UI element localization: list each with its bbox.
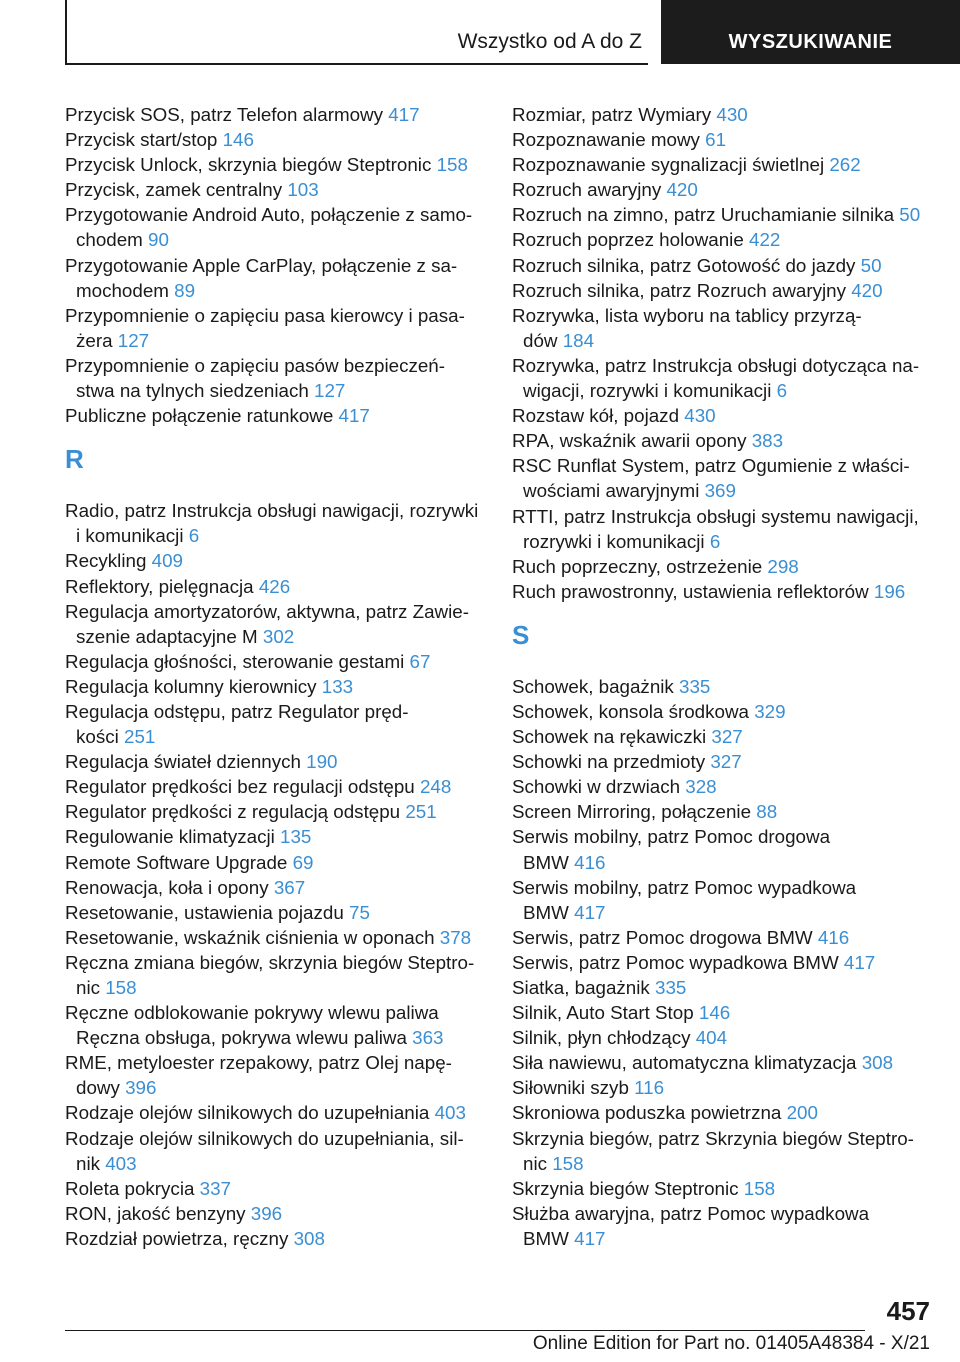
index-entry: [65, 900, 485, 925]
index-entry: [65, 950, 485, 1000]
index-entry-text: Schowek, konsola środkowa: [512, 700, 749, 722]
index-entry-text: Schowki na przedmioty: [512, 751, 706, 773]
index-entry-text: Regulacja odstępu, patrz Regulator pręd-: [65, 700, 409, 722]
index-entry: [512, 554, 932, 579]
index-entry-text: Rozruch silnika, patrz Gotowość do jazdy: [512, 254, 856, 276]
index-entry-text: Regulator prędkości z regulacją odstępu: [65, 801, 401, 823]
index-entry-text: Służba awaryjna, patrz Pomoc wypadkowa: [512, 1202, 870, 1224]
index-page-link[interactable]: 200: [786, 1102, 818, 1124]
index-entry-text: Serwis mobilny, patrz Pomoc drogowa: [512, 826, 831, 848]
index-entry-text: dów: [523, 329, 558, 351]
index-entry-text: szenie adaptacyjne M: [76, 625, 258, 647]
index-entry: [512, 975, 932, 1000]
index-entry-text: mochodem: [76, 279, 169, 301]
index-page-link[interactable]: 50: [899, 204, 921, 226]
index-entry: [512, 177, 932, 202]
index-page-link[interactable]: 430: [684, 405, 716, 427]
index-page-link[interactable]: 335: [679, 675, 711, 697]
index-entry-text: Rozruch poprzez holowanie: [512, 229, 744, 251]
index-entry: [65, 1100, 485, 1125]
index-entry: [512, 127, 932, 152]
index-page-link[interactable]: 337: [199, 1177, 232, 1199]
index-page-link[interactable]: 327: [710, 751, 742, 773]
index-entry: [512, 202, 932, 227]
index-entry: [65, 875, 485, 900]
index-entry: [65, 699, 485, 749]
index-entry-text: Rodzaje olejów silnikowych do uzupełniania, sil-: [65, 1127, 464, 1149]
index-page-link[interactable]: 335: [655, 977, 687, 998]
index-entry-text: Serwis mobilny, patrz Pomoc wypadkowa: [512, 876, 857, 898]
index-entry: [512, 799, 932, 824]
index-page-link[interactable]: 158: [552, 1152, 584, 1174]
index-entry-text: Schowki w drzwiach: [512, 776, 681, 798]
index-entry: [512, 824, 932, 874]
index-entry: [65, 649, 485, 674]
index-entry: [65, 925, 485, 950]
index-page-link[interactable]: 422: [749, 229, 781, 251]
index-entry: [65, 498, 485, 548]
index-entry: [65, 824, 485, 849]
index-entry-text: Przygotowanie Apple CarPlay, połączenie z sa-: [65, 254, 458, 276]
index-entry-text: BMW: [523, 851, 569, 873]
index-entry-text: Przygotowanie Android Auto, połączenie z samo-: [65, 204, 473, 226]
index-column-left: [65, 102, 485, 1251]
index-page-link[interactable]: 378: [439, 926, 472, 948]
index-page-link[interactable]: 416: [817, 926, 850, 948]
index-page-link[interactable]: 420: [851, 279, 883, 301]
index-entry-text: wościami awaryjnymi: [523, 480, 700, 502]
index-entry: [65, 548, 485, 573]
index-page-link[interactable]: 158: [743, 1177, 776, 1199]
index-entry: [65, 403, 485, 428]
index-entry-text: Regulacja kolumny kierownicy: [65, 675, 317, 697]
index-page-link[interactable]: 383: [751, 430, 784, 452]
index-page-link[interactable]: 135: [280, 826, 312, 848]
index-page-link[interactable]: 146: [222, 129, 254, 151]
index-entry: [512, 353, 932, 403]
index-entry: [512, 453, 932, 503]
tab-search[interactable]: WYSZUKIWANIE: [661, 0, 960, 64]
index-entry-text: Regulator prędkości bez regulacji odstępu: [65, 776, 415, 798]
index-entry: [65, 799, 485, 824]
index-page-link[interactable]: 328: [685, 776, 717, 798]
index-entry-text: Przycisk start/stop: [65, 129, 218, 151]
index-entry: [512, 403, 932, 428]
index-page-link[interactable]: 298: [767, 555, 799, 577]
index-entry: [65, 774, 485, 799]
index-page-link[interactable]: 363: [412, 1027, 444, 1049]
index-page-link[interactable]: 404: [695, 1027, 728, 1049]
index-entry-text: Rozrywka, patrz Instrukcja obsługi dotycząca na-: [512, 354, 920, 376]
index-entry: [65, 674, 485, 699]
index-entry-text: Rozpoznawanie mowy: [512, 129, 700, 151]
index-entry-text: kości: [76, 726, 119, 748]
index-page-link[interactable]: 61: [705, 129, 727, 151]
index-page-link[interactable]: 6: [776, 380, 788, 402]
index-entry: [512, 227, 932, 252]
index-page-link[interactable]: 127: [117, 329, 150, 351]
index-entry-text: Przycisk, zamek centralny: [65, 179, 283, 201]
index-entry-text: nic: [76, 977, 101, 998]
index-entry: [512, 950, 932, 975]
index-entry: [512, 504, 932, 554]
index-entry: [65, 850, 485, 875]
index-entry-text: Ręczna zmiana biegów, skrzynia biegów Steptro-: [65, 951, 475, 973]
index-entry-text: nic: [523, 1152, 548, 1174]
index-page-link[interactable]: 308: [293, 1227, 325, 1249]
index-entry-text: wigacji, rozrywki i komunikacji: [523, 380, 772, 402]
index-letter-heading: S: [512, 619, 530, 650]
index-entry-text: Radio, patrz Instrukcja obsługi nawigacji, rozrywki: [65, 500, 479, 522]
index-entry-text: Przycisk SOS, patrz Telefon alarmowy: [65, 104, 383, 125]
index-page-link[interactable]: 416: [574, 851, 606, 873]
index-page-link[interactable]: 127: [314, 380, 346, 402]
index-entry: [512, 1075, 932, 1100]
index-entry: [512, 774, 932, 799]
index-letter-heading: R: [65, 444, 84, 475]
index-page-link[interactable]: 327: [711, 726, 743, 748]
index-entry: [512, 925, 932, 950]
index-page-link[interactable]: 430: [716, 104, 748, 125]
index-entry-text: Ręczne odblokowanie pokrywy wlewu paliwa: [65, 1002, 439, 1024]
index-entry: [512, 428, 932, 453]
index-page-link[interactable]: 158: [436, 154, 468, 176]
index-entry-text: Regulacja głośności, sterowanie gestami: [65, 650, 405, 672]
index-page-link[interactable]: 103: [287, 179, 319, 201]
index-entry-text: chodem: [76, 229, 143, 251]
index-entry-text: RPA, wskaźnik awarii opony: [512, 430, 747, 452]
index-entry-text: Regulowanie klimatyzacji: [65, 826, 275, 848]
index-entry-text: Siatka, bagażnik: [512, 977, 650, 998]
index-entry: [512, 152, 932, 177]
index-entry-text: Serwis, patrz Pomoc drogowa BMW: [512, 926, 813, 948]
index-page-link[interactable]: 75: [349, 901, 370, 923]
index-entry: [512, 875, 932, 925]
index-entry: [512, 1201, 932, 1251]
index-entry: [65, 127, 485, 152]
index-entry: [65, 202, 485, 252]
index-entry: [512, 674, 932, 699]
index-page-link[interactable]: 302: [262, 625, 295, 647]
header-left-rule: [65, 0, 67, 64]
index-entry-text: Resetowanie, wskaźnik ciśnienia w oponach: [65, 926, 435, 948]
index-entry-text: Skroniowa poduszka powietrzna: [512, 1102, 782, 1124]
index-entry: [512, 579, 932, 604]
index-entry-text: Siła nawiewu, automatyczna klimatyzacja: [512, 1052, 857, 1074]
index-entry-text: Rozmiar, patrz Wymiary: [512, 104, 712, 125]
index-page-link[interactable]: 248: [419, 776, 452, 798]
index-page-link[interactable]: 409: [151, 550, 183, 572]
index-entry: [512, 1100, 932, 1125]
index-entry: [512, 1176, 932, 1201]
index-page-link[interactable]: 403: [434, 1102, 466, 1124]
index-entry-text: RON, jakość benzyny: [65, 1202, 246, 1224]
index-page-link[interactable]: 133: [321, 675, 354, 697]
index-entry-text: Silnik, płyn chłodzący: [512, 1027, 691, 1049]
index-page-link[interactable]: 251: [405, 801, 437, 823]
index-entry: [512, 278, 932, 303]
index-entry-text: Rozruch na zimno, patrz Uruchamianie silnika: [512, 204, 895, 226]
index-entry-text: Schowek, bagażnik: [512, 675, 674, 697]
index-entry: [512, 1000, 932, 1025]
index-entry-text: Publiczne połączenie ratunkowe: [65, 405, 334, 427]
index-entry-text: Rozruch awaryjny: [512, 179, 662, 201]
index-page-link[interactable]: 251: [124, 726, 156, 748]
index-entry: [65, 177, 485, 202]
index-entry: [65, 253, 485, 303]
index-page-link[interactable]: 420: [666, 179, 698, 201]
index-entry-text: Rozpoznawanie sygnalizacji świetlnej: [512, 154, 825, 176]
index-entry-text: Reflektory, pielęgnacja: [65, 575, 254, 597]
index-entry: [65, 1050, 485, 1100]
index-entry: [512, 724, 932, 749]
index-page-link[interactable]: 417: [843, 951, 876, 973]
index-page-link[interactable]: 89: [174, 279, 196, 301]
index-entry-text: Ruch poprzeczny, ostrzeżenie: [512, 555, 763, 577]
index-page-link[interactable]: 50: [860, 254, 882, 276]
index-entry: [65, 102, 485, 127]
index-page-link[interactable]: 417: [574, 901, 606, 923]
index-page-link[interactable]: 158: [105, 977, 137, 998]
index-entry: [65, 599, 485, 649]
index-page-link[interactable]: 90: [148, 229, 169, 251]
index-entry: [65, 1226, 485, 1251]
index-entry-text: nik: [76, 1152, 101, 1174]
index-page-link[interactable]: 190: [306, 751, 338, 773]
index-entry-text: Rodzaje olejów silnikowych do uzupełniania: [65, 1102, 430, 1124]
index-entry-text: Przypomnienie o zapięciu pasa kierowcy i pasa-: [65, 304, 465, 326]
index-page-link[interactable]: 417: [388, 104, 420, 125]
index-page-link[interactable]: 146: [698, 1002, 731, 1024]
index-page-link[interactable]: 6: [709, 530, 721, 552]
index-entry-text: Serwis, patrz Pomoc wypadkowa BMW: [512, 951, 839, 973]
index-entry: [65, 1126, 485, 1176]
index-page-link[interactable]: 396: [125, 1077, 157, 1099]
page-number: 457: [886, 1296, 930, 1326]
index-entry-text: Skrzynia biegów, patrz Skrzynia biegów Steptro-: [512, 1127, 914, 1149]
index-page-link[interactable]: 69: [292, 851, 314, 873]
index-entry-text: RTTI, patrz Instrukcja obsługi systemu nawigacji,: [512, 505, 919, 527]
index-entry-text: Remote Software Upgrade: [65, 851, 288, 873]
index-entry-text: żera: [76, 329, 113, 351]
index-page-link[interactable]: 196: [873, 580, 906, 602]
index-entry-text: BMW: [523, 1227, 569, 1249]
index-page-link[interactable]: 308: [861, 1052, 894, 1074]
index-entry-text: Regulacja amortyzatorów, aktywna, patrz Zawie-: [65, 600, 469, 622]
index-entry-text: Skrzynia biegów Steptronic: [512, 1177, 739, 1199]
index-entry-text: Rozstaw kół, pojazd: [512, 405, 680, 427]
index-entry-text: RME, metyloester rzepakowy, patrz Olej napę-: [65, 1052, 452, 1074]
index-page-link[interactable]: 262: [829, 154, 861, 176]
index-entry: [512, 699, 932, 724]
index-entry-text: Ruch prawostronny, ustawienia reflektorów: [512, 580, 869, 602]
index-page-link[interactable]: 417: [338, 405, 370, 427]
index-entry: [65, 353, 485, 403]
index-page-link[interactable]: 403: [105, 1152, 137, 1174]
index-page-link[interactable]: 116: [634, 1077, 665, 1099]
index-entry-text: stwa na tylnych siedzeniach: [76, 380, 309, 402]
index-entry-text: RSC Runflat System, patrz Ogumienie z właści-: [512, 455, 910, 477]
index-entry: [65, 574, 485, 599]
index-entry: [512, 253, 932, 278]
index-entry-text: i komunikacji: [76, 525, 184, 547]
index-entry-text: Resetowanie, ustawienia pojazdu: [65, 901, 344, 923]
index-page-link[interactable]: 396: [250, 1202, 283, 1224]
index-page-link[interactable]: 88: [756, 801, 778, 823]
index-entry-text: Ręczna obsługa, pokrywa wlewu paliwa: [76, 1027, 407, 1049]
index-entry-text: Silnik, Auto Start Stop: [512, 1002, 694, 1024]
index-entry-text: Przypomnienie o zapięciu pasów bezpieczeń-: [65, 354, 446, 376]
index-entry: [512, 1025, 932, 1050]
index-entry-text: Renowacja, koła i opony: [65, 876, 269, 898]
index-page-link[interactable]: 6: [188, 525, 200, 547]
index-entry-text: rozrywki i komunikacji: [523, 530, 705, 552]
index-page-link[interactable]: 417: [574, 1227, 606, 1249]
index-entry: [65, 1000, 485, 1050]
index-entry-text: Siłowniki szyb: [512, 1077, 629, 1099]
index-entry: [512, 1126, 932, 1176]
index-entry-text: Recykling: [65, 550, 147, 572]
index-entry-text: Screen Mirroring, połączenie: [512, 801, 752, 823]
index-entry: [65, 749, 485, 774]
index-entry: [65, 303, 485, 353]
index-entry-text: Schowek na rękawiczki: [512, 726, 707, 748]
index-entry: [65, 1176, 485, 1201]
index-entry-text: Rozdział powietrza, ręczny: [65, 1227, 289, 1249]
index-page-link[interactable]: 184: [562, 329, 595, 351]
index-entry-text: Rozrywka, lista wyboru na tablicy przyrzą-: [512, 304, 862, 326]
index-entry: [65, 152, 485, 177]
index-entry: [512, 102, 932, 127]
index-entry-text: BMW: [523, 901, 569, 923]
index-entry-text: Rozruch silnika, patrz Rozruch awaryjny: [512, 279, 847, 301]
tab-section[interactable]: Wszystko od A do Z: [457, 30, 642, 53]
footer-edition: Online Edition for Part no. 01405A48384 - X/21: [532, 1333, 930, 1354]
index-entry-text: dowy: [76, 1077, 120, 1099]
index-page-link[interactable]: 367: [273, 876, 306, 898]
index-column-right: [512, 102, 932, 1251]
index-page-link[interactable]: 329: [754, 700, 786, 722]
index-entry-text: Przycisk Unlock, skrzynia biegów Steptronic: [65, 154, 432, 176]
index-entry: [512, 303, 932, 353]
index-entry: [65, 1201, 485, 1226]
index-entry: [512, 1050, 932, 1075]
index-entry: [512, 749, 932, 774]
footer-rule: [65, 1330, 865, 1331]
index-page-link[interactable]: 369: [704, 480, 736, 502]
index-page-link[interactable]: 67: [409, 650, 431, 672]
page-header: [0, 0, 960, 66]
index-entry-text: Roleta pokrycia: [65, 1177, 195, 1199]
index-page-link[interactable]: 426: [258, 575, 291, 597]
index-entry-text: Regulacja świateł dziennych: [65, 751, 301, 773]
